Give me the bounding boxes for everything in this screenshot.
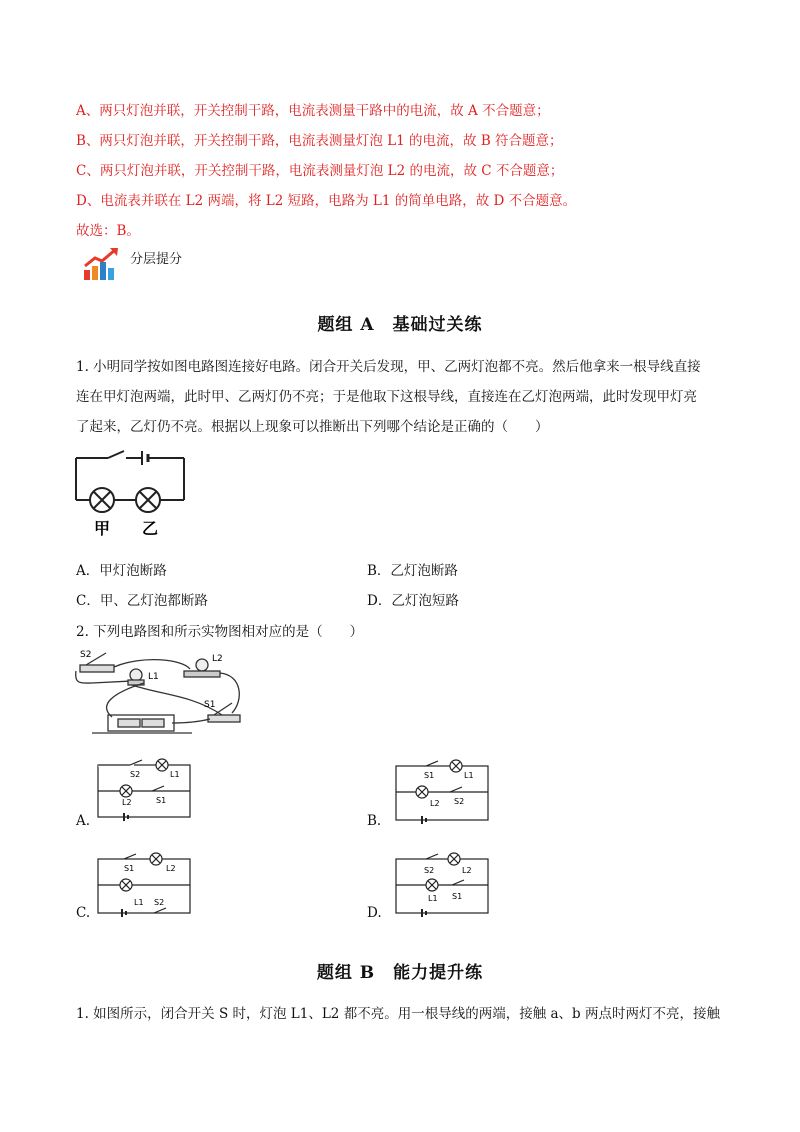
d-label-4: S1 [452, 892, 463, 901]
section-badge-label: 分层提分 [130, 252, 183, 267]
c-label-4: S2 [154, 898, 165, 907]
q1-circuit-figure [72, 448, 192, 540]
q2-option-a-letter: A. [76, 813, 91, 829]
phys-l2-label: L2 [212, 654, 223, 664]
q1-option-d: D．乙灯泡短路 [367, 593, 459, 609]
phys-s2-label: S2 [80, 650, 92, 660]
d-label-3: L1 [428, 894, 438, 903]
group-b-q1-line-1: 1. 如图所示，闭合开关 S 时，灯泡 L1、L2 都不亮。用一根导线的两端，接触 a、b 两点时两灯不亮，接触 [76, 1006, 720, 1022]
q1-option-c: C．甲、乙灯泡都断路 [76, 593, 208, 609]
q1-line-2: 连在甲灯泡两端，此时甲、乙两灯仍不亮；于是他取下这根导线，直接连在乙灯泡两端，此时发现甲灯亮 [76, 389, 697, 405]
q2-option-d-diagram [392, 845, 492, 921]
b-label-1: S1 [424, 771, 435, 780]
d-label-1: S2 [424, 866, 435, 875]
c-label-2: L2 [166, 864, 176, 873]
rising-chart-icon [82, 246, 122, 282]
b-label-3: L2 [430, 799, 440, 808]
q2-option-c-letter: C. [76, 905, 91, 921]
phys-s1-label: S1 [204, 700, 216, 710]
group-a-heading: 题组 A 基础过关练 [317, 315, 483, 335]
phys-l1-label: L1 [148, 672, 159, 682]
answer-line-b: B、两只灯泡并联，开关控制干路，电流表测量灯泡 L1 的电流，故 B 符合题意； [76, 133, 563, 149]
c-label-3: L1 [134, 898, 144, 907]
q2-option-b-diagram [392, 752, 492, 828]
a-label-2: L1 [170, 770, 180, 779]
lamp-jia-label: 甲 [94, 519, 111, 538]
q1-option-b: B．乙灯泡断路 [367, 563, 458, 579]
q1-line-1: 1. 小明同学按如图电路图连接好电路。闭合开关后发现，甲、乙两灯泡都不亮。然后他拿来一根导线直接 [76, 359, 701, 375]
d-label-2: L2 [462, 866, 472, 875]
answer-line-c: C、两只灯泡并联，开关控制干路，电流表测量灯泡 L2 的电流，故 C 不合题意； [76, 163, 564, 179]
q2-stem: 2. 下列电路图和所示实物图相对应的是（ ） [76, 624, 364, 640]
b-label-2: L1 [464, 771, 474, 780]
a-label-3: L2 [122, 798, 132, 807]
group-b-heading: 题组 B 能力提升练 [316, 963, 484, 983]
c-label-1: S1 [124, 864, 135, 873]
a-label-1: S2 [130, 770, 141, 779]
a-label-4: S1 [156, 796, 167, 805]
answer-conclusion: 故选：B。 [76, 223, 140, 239]
q1-line-3: 了起来，乙灯仍不亮。根据以上现象可以推断出下列哪个结论是正确的（ ） [76, 419, 549, 435]
q2-option-c-diagram [94, 845, 194, 921]
q2-option-a-diagram [94, 757, 194, 829]
b-label-4: S2 [454, 797, 465, 806]
q2-option-d-letter: D. [367, 905, 382, 921]
lamp-yi-label: 乙 [142, 519, 159, 538]
answer-line-d: D、电流表并联在 L2 两端，将 L2 短路，电路为 L1 的简单电路，故 D 不合题意。 [76, 193, 577, 209]
q2-physical-circuit [72, 645, 252, 737]
answer-line-a: A、两只灯泡并联，开关控制干路，电流表测量干路中的电流，故 A 不合题意； [76, 103, 550, 119]
q2-option-b-letter: B. [367, 813, 382, 829]
q1-option-a: A．甲灯泡断路 [76, 563, 167, 579]
